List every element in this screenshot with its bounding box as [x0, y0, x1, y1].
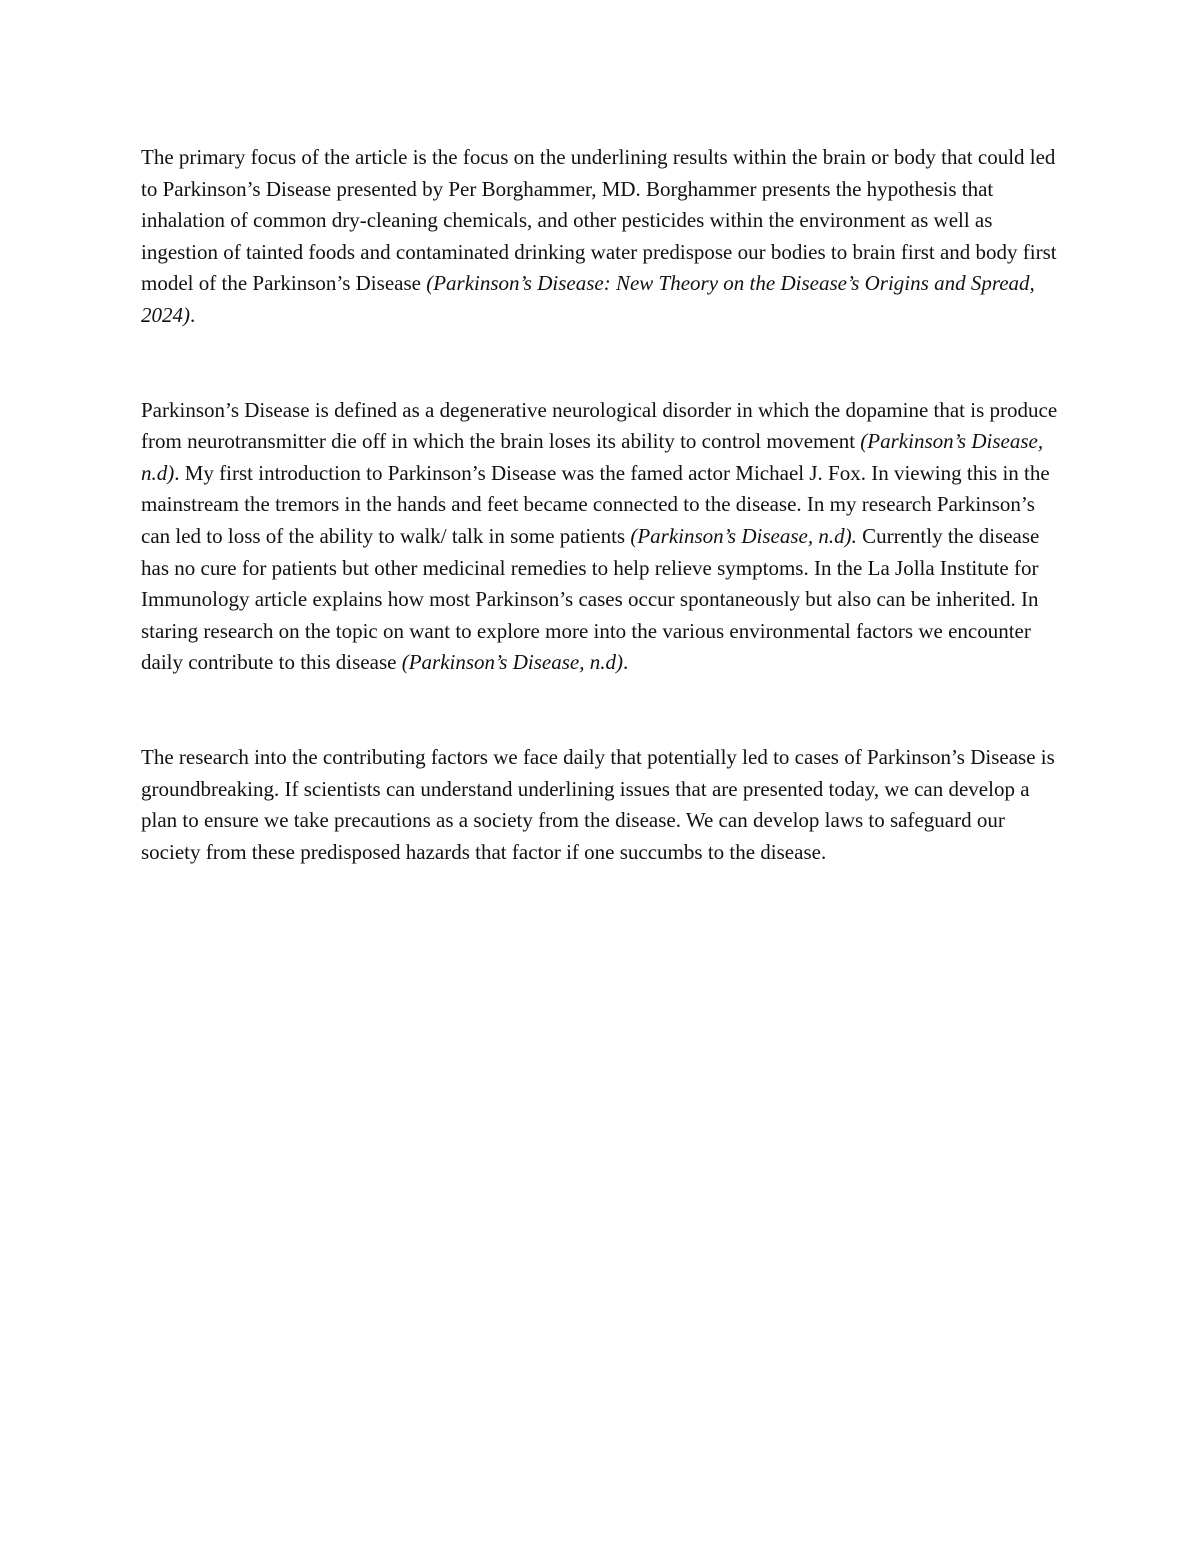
- paragraph-disease-definition: [141, 395, 1061, 679]
- paragraph-text: Parkinson’s Disease is defined as a degenerative neurological disorder in which the dopamine that is produce from neurotransmitter die off in which the brain loses its ability to control movement: [141, 397, 1058, 454]
- paragraph-text: Currently the disease has no cure for patients but other medicinal remedies to help relieve symptoms. In the La Jolla Institute for Immunology article explains how most Parkinson’s cases occur spontaneously but also can be inherited. In staring research on the topic on want to explore more into the various environmental factors we encounter daily contribute to this disease: [141, 523, 1040, 675]
- citation: (Parkinson’s Disease, n.d): [401, 650, 623, 675]
- paragraph-tail: .: [190, 302, 196, 327]
- paragraph-text: The research into the contributing factors we face daily that potentially led to cases of Parkinson’s Disease is groundbreaking. If scientists can understand underlining issues that are presented today, we can develop a plan to ensure we take precautions as a society from the disease. We can develop laws to safeguard our society from these predisposed hazards that factor if one succumbs to the disease.: [141, 744, 1055, 864]
- paragraph-article-focus: [141, 142, 1061, 332]
- paragraph-research-significance: [141, 742, 1061, 868]
- paragraph-tail: .: [622, 650, 629, 675]
- citation: (Parkinson’s Disease, n.d): [141, 429, 1044, 485]
- document-body: [141, 142, 1061, 868]
- paragraph-text: . My first introduction to Parkinson’s Disease was the famed actor Michael J. Fox. In viewing this in the mainstream the tremors in the hands and feet became connected to the disease. In my research Parkinson’s can led to loss of the ability to walk/ talk in some patients: [141, 460, 1050, 548]
- paragraph-text: The primary focus of the article is the focus on the underlining results within the brain or body that could led to Parkinson’s Disease presented by Per Borghammer, MD. Borghammer presents the hypothesis that inhalation of common dry-cleaning chemicals, and other pesticides within the environment as well as ingestion of tainted foods and contaminated drinking water predispose our bodies to brain first and body first model of the Parkinson’s Disease: [141, 145, 1057, 296]
- citation: (Parkinson’s Disease: New Theory on the Disease’s Origins and Spread, 2024): [141, 271, 1035, 327]
- citation: (Parkinson’s Disease, n.d).: [630, 523, 857, 548]
